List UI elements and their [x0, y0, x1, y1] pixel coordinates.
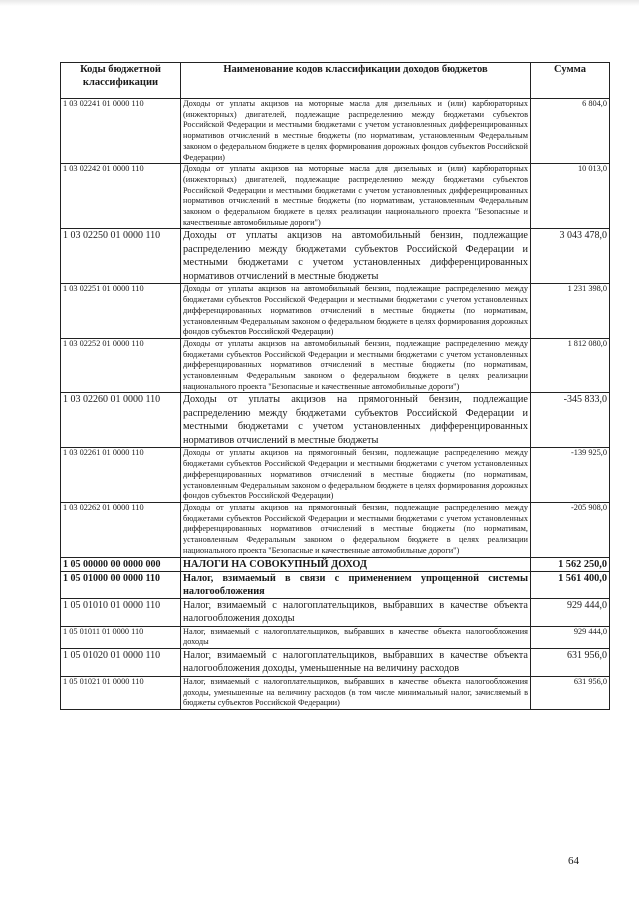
- row-code: 1 03 02261 01 0000 110: [61, 448, 181, 503]
- table-row: [61, 99, 610, 164]
- table-row: [61, 557, 610, 571]
- row-name: Налог, взимаемый с налогоплательщиков, выбравших в качестве объекта налогообложения доходы, уменьшенные на величину расходов: [181, 648, 531, 676]
- row-sum: 631 956,0: [531, 648, 610, 676]
- row-name: Доходы от уплаты акцизов на моторные масла для дизельных и (или) карбюраторных (инжекторных) двигателей, подлежащие распределению между бюджетами субъектов Российской Федерации и местными бюджетами с учетом установленных дифференцированных нормативов отчислений в местные бюджеты (по нормативам, установленным Федеральным законом о федеральном бюджете в целях формирования дорожных фондов субъектов Российской Федерации): [181, 99, 531, 164]
- row-sum: 1 562 250,0: [531, 557, 610, 571]
- row-name: НАЛОГИ НА СОВОКУПНЫЙ ДОХОД: [181, 557, 531, 571]
- table-row: [61, 676, 610, 709]
- row-code: 1 03 02251 01 0000 110: [61, 284, 181, 339]
- row-name: Доходы от уплаты акцизов на автомобильный бензин, подлежащие распределению между бюджетами субъектов Российской Федерации и местными бюджетами с учетом установленных дифференцированных нормативов отчислений в местные бюджеты: [181, 229, 531, 284]
- row-code: 1 05 00000 00 0000 000: [61, 557, 181, 571]
- table-row: [61, 229, 610, 284]
- row-code: 1 03 02260 01 0000 110: [61, 393, 181, 448]
- row-sum: -205 908,0: [531, 502, 610, 557]
- page-top-shade: [0, 0, 639, 6]
- row-code: 1 03 02252 01 0000 110: [61, 338, 181, 393]
- row-code: 1 03 02262 01 0000 110: [61, 502, 181, 557]
- row-code: 1 03 02241 01 0000 110: [61, 99, 181, 164]
- table-row: [61, 571, 610, 598]
- row-name: Доходы от уплаты акцизов на моторные масла для дизельных и (или) карбюраторных (инжекторных) двигателей, подлежащие распределению между бюджетами субъектов Российской Федерации и местными бюджетами с учетом установленных дифференцированных нормативов отчислений в местные бюджеты (по нормативам, установленным Федеральным законом о федеральном бюджете в целях реализации национального проекта "Безопасные и качественные автомобильные дороги"): [181, 164, 531, 229]
- row-sum: -345 833,0: [531, 393, 610, 448]
- row-name: Доходы от уплаты акцизов на прямогонный бензин, подлежащие распределению между бюджетами субъектов Российской Федерации и местными бюджетами с учетом установленных дифференцированных нормативов отчислений в местные бюджеты: [181, 393, 531, 448]
- row-code: 1 05 01010 01 0000 110: [61, 598, 181, 626]
- row-sum: 1 561 400,0: [531, 571, 610, 598]
- table-row: [61, 648, 610, 676]
- page-number: 64: [568, 855, 579, 867]
- row-sum: 10 013,0: [531, 164, 610, 229]
- row-sum: 929 444,0: [531, 626, 610, 648]
- row-sum: 3 043 478,0: [531, 229, 610, 284]
- row-sum: 1 812 080,0: [531, 338, 610, 393]
- table-row: [61, 393, 610, 448]
- table-row: [61, 164, 610, 229]
- table-row: [61, 338, 610, 393]
- row-name: Доходы от уплаты акцизов на автомобильный бензин, подлежащие распределению между бюджетами субъектов Российской Федерации и местными бюджетами с учетом установленных дифференцированных нормативов отчислений в местные бюджеты (по нормативам, установленным Федеральным законом о федеральном бюджете в целях формирования дорожных фондов субъектов Российской Федерации): [181, 284, 531, 339]
- row-code: 1 05 01020 01 0000 110: [61, 648, 181, 676]
- row-code: 1 03 02250 01 0000 110: [61, 229, 181, 284]
- row-code: 1 03 02242 01 0000 110: [61, 164, 181, 229]
- table-row: [61, 598, 610, 626]
- header-name: Наименование кодов классификации доходов бюджетов: [181, 63, 531, 99]
- row-sum: 1 231 398,0: [531, 284, 610, 339]
- header-code: Коды бюджетной классификации: [61, 63, 181, 99]
- row-name: Налог, взимаемый в связи с применением упрощенной системы налогообложения: [181, 571, 531, 598]
- table-header-row: [61, 63, 610, 99]
- row-name: Доходы от уплаты акцизов на прямогонный бензин, подлежащие распределению между бюджетами субъектов Российской Федерации и местными бюджетами с учетом установленных дифференцированных нормативов отчислений в местные бюджеты (по нормативам, установленным Федеральным законом о федеральном бюджете в целях формирования дорожных фондов субъектов Российской Федерации): [181, 448, 531, 503]
- table-row: [61, 626, 610, 648]
- table-row: [61, 448, 610, 503]
- budget-revenue-table: [60, 62, 610, 710]
- row-sum: -139 925,0: [531, 448, 610, 503]
- row-sum: 631 956,0: [531, 676, 610, 709]
- row-name: Налог, взимаемый с налогоплательщиков, выбравших в качестве объекта налогообложения доходы: [181, 598, 531, 626]
- table-row: [61, 284, 610, 339]
- row-code: 1 05 01000 00 0000 110: [61, 571, 181, 598]
- row-sum: 6 804,0: [531, 99, 610, 164]
- header-sum: Сумма: [531, 63, 610, 99]
- row-name: Доходы от уплаты акцизов на прямогонный бензин, подлежащие распределению между бюджетами субъектов Российской Федерации и местными бюджетами с учетом установленных дифференцированных нормативов отчислений в местные бюджеты (по нормативам, установленным Федеральным законом о федеральном бюджете в целях реализации национального проекта "Безопасные и качественные автомобильные дороги"): [181, 502, 531, 557]
- row-name: Доходы от уплаты акцизов на автомобильный бензин, подлежащие распределению между бюджетами субъектов Российской Федерации и местными бюджетами с учетом установленных дифференцированных нормативов отчислений в местные бюджеты (по нормативам, установленным Федеральным законом о федеральном бюджете в целях реализации национального проекта "Безопасные и качественные автомобильные дороги"): [181, 338, 531, 393]
- row-code: 1 05 01021 01 0000 110: [61, 676, 181, 709]
- table-row: [61, 502, 610, 557]
- row-name: Налог, взимаемый с налогоплательщиков, выбравших в качестве объекта налогообложения доходы, уменьшенные на величину расходов (в том числе минимальный налог, зачисляемый в бюджеты субъектов Российской Федерации): [181, 676, 531, 709]
- row-name: Налог, взимаемый с налогоплательщиков, выбравших в качестве объекта налогообложения доходы: [181, 626, 531, 648]
- row-code: 1 05 01011 01 0000 110: [61, 626, 181, 648]
- row-sum: 929 444,0: [531, 598, 610, 626]
